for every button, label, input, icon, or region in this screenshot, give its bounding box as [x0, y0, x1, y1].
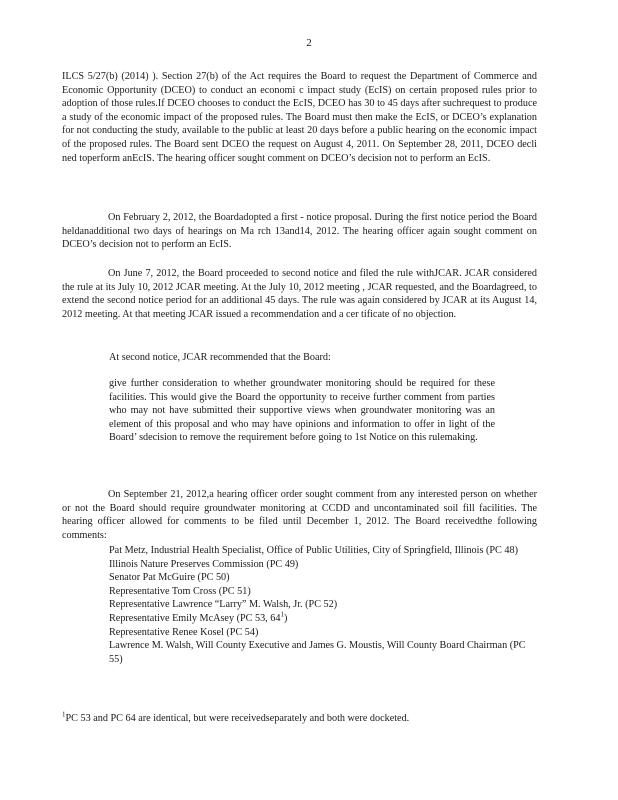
paragraph-economic-impact-study: ILCS 5/27(b) (2014) ). Section 27(b) of the Act requires the Board to request the Department of Commerce and Economic Opportunity (DCEO) to conduct an economi c impact study (EcIS) on certain proposed rules prior to adoption of those rules.If DCEO chooses to conduct the EcIS, DCEO has 30 to 45 days after suchrequest to produce a study of the economic impact of the proposed rules. The Board must then make the EcIS, or DCEO’s explanation for not conducting the study, available to the public at least 20 days before a public hearing on the economic impact of the proposed rules. The Board sent DCEO the request on August 4, 2011. On September 28, 2011, DCEO decli ned toperform anEcIS. The hearing officer sought comment on DCEO’s decision not to perform an EcIS.	[62, 71, 537, 164]
paragraph-jcar-recommendation-intro: At second notice, JCAR recommended that the Board:	[109, 352, 331, 363]
comment-item: Pat Metz, Industrial Health Specialist, Office of Public Utilities, City of Springfield, Illinois (PC 48)	[109, 545, 518, 556]
comment-item	[109, 612, 529, 626]
paragraph-first-notice: On February 2, 2012, the Boardadopted a first - notice proposal. During the first notice period the Board heldanadditional two days of hearings on Ma rch 13and14, 2012. The hearing officer again sought comment on DCEO’s decision not to perform an EcIS.	[62, 212, 537, 251]
comment-item: Representative Lawrence “Larry” M. Walsh, Jr. (PC 52)	[109, 599, 338, 611]
comment-item: Lawrence M. Walsh, Will County Executive and James G. Moustis, Will County Board Chairman (PC 55)	[109, 640, 526, 665]
page-number: 2	[306, 37, 312, 49]
paragraph-hearing-officer-order: On September 21, 2012,a hearing officer order sought comment from any interested person on whether or not the Board should require groundwater monitoring at CCDD and uncontaminated soil fill facilities. The hearing officer allowed for comments to be filed until December 1, 2012. The Board receivedthe following comments:	[62, 489, 537, 541]
comment-text-close: )	[283, 612, 288, 624]
comment-item: Illinois Nature Preserves Commission (PC 49)	[109, 558, 299, 570]
footnote	[62, 712, 409, 726]
comment-text: Representative Emily McAsey (PC 53, 64	[109, 612, 281, 624]
footnote-marker: 1	[62, 710, 66, 719]
comments-list	[109, 544, 529, 666]
comment-item: Senator Pat McGuire (PC 50)	[109, 572, 230, 584]
footnote-text: PC 53 and PC 64 are identical, but were receivedseparately and both were docketed.	[65, 713, 410, 724]
paragraph-second-notice: On June 7, 2012, the Board proceeded to second notice and filed the rule withJCAR. JCAR considered the rule at its July 10, 2012 JCAR meeting. At the July 10, 2012 meeting , JCAR requested, and the Boardagreed, to extend the second notice period for an additional 45 days. The rule was again considered by JCAR at its August 14, 2012 meeting. At that meeting JCAR issued a recommendation and a cer tificate of no objection.	[62, 268, 537, 320]
comment-item: Representative Tom Cross (PC 51)	[109, 585, 251, 597]
footnote-ref-marker: 1	[280, 610, 284, 619]
block-quote-jcar-recommendation: give further consideration to whether groundwater monitoring should be required for these facilities. This would give the Board the opportunity to receive further comment from parties who may not have submitted their supportive views when groundwater monitoring was an element of this proposal and who may have opinions and information to offer in light of the Board’ sdecision to remove the requirement before going to 1st Notice on this rulemaking.	[109, 378, 495, 444]
comment-item: Representative Renee Kosel (PC 54)	[109, 626, 259, 638]
